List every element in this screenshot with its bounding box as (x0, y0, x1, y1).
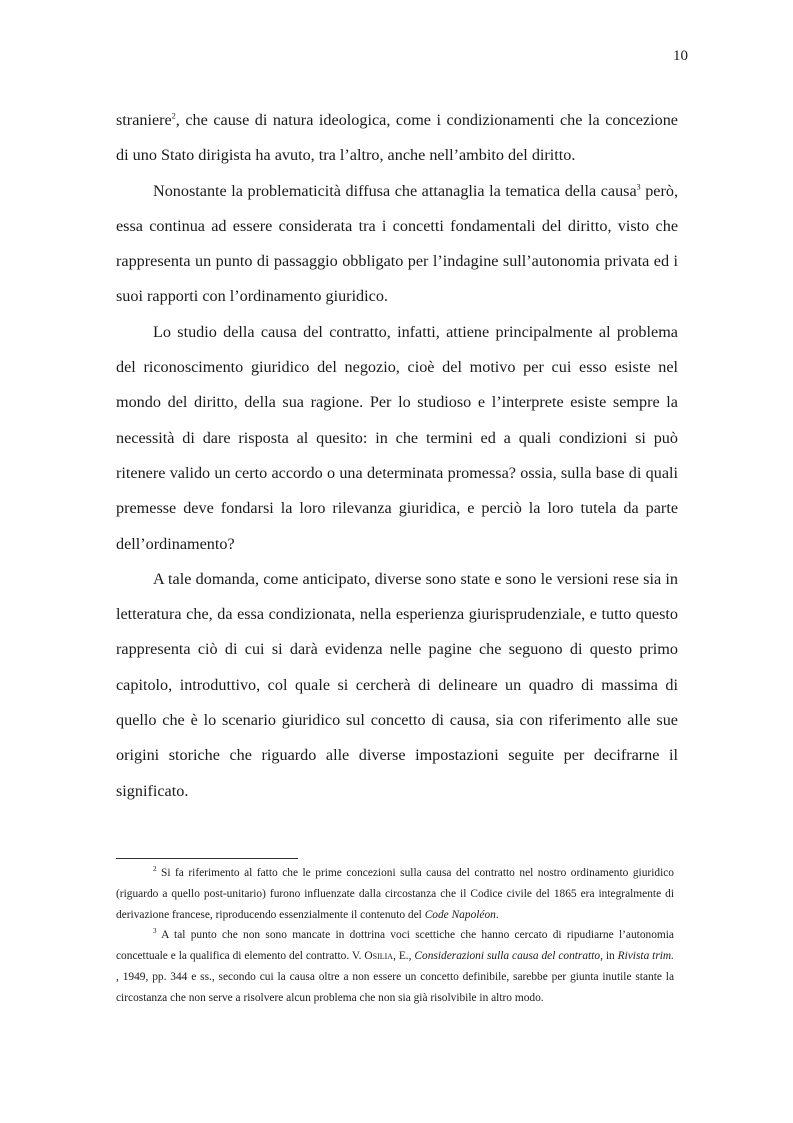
paragraph-2 (116, 174, 678, 315)
body-text (116, 103, 678, 809)
footnote-3-text-a: A tal punto che non sono mancate in dottrina voci scettiche che hanno cercato di ripudiarne l’autonomia concettuale e la qualifica di elemento del contratto. V. (116, 929, 674, 963)
footnote-ref-2: 2 (171, 111, 176, 121)
paragraph-1-text-b: , che cause di natura ideologica, come i condizionamenti che la concezione di uno Stato dirigista ha avuto, tra l’altro, anche nell’ambito del diritto. (116, 111, 678, 165)
footnote-3-number: 3 (153, 927, 157, 936)
footnote-2-text: Si fa riferimento al fatto che le prime concezioni sulla causa del contratto nel nostro ordinamento giuridico (riguardo a quello post-unitario) furono influenzate dalla circostanza che il Codice civile del 1865 era integralmente di derivazione francese, riproducendo essenzialmente il contenuto del (116, 867, 674, 921)
footnote-3-text-b: , E., (393, 950, 415, 963)
footnote-3 (116, 925, 674, 1008)
paragraph-1-text-a: straniere (116, 111, 172, 129)
footnote-3-author: Osilia (364, 950, 394, 963)
paragraph-4: A tale domanda, come anticipato, diverse sono state e sono le versioni rese sia in letteratura che, da essa condizionata, nella esperienza giurisprudenziale, e tutto questo rappresenta ciò di cui si darà evidenza nelle pagine che seguono di questo primo capitolo, introduttivo, col quale si cercherà di delineare un quadro di massima di quello che è lo scenario giuridico sul concetto di causa, sia con riferimento alle sue origini storiche che riguardo alle diverse impostazioni seguite per decifrarne il significato. (116, 569, 678, 800)
footnote-2 (116, 863, 674, 925)
footnote-ref-3: 3 (636, 182, 641, 192)
paragraph-2-text-a: Nonostante la problematicità diffusa che attanaglia la tematica della causa (153, 181, 637, 200)
footnote-3-text-c: , in (600, 950, 618, 963)
footnote-2-italic: Code Napoléon (424, 908, 496, 921)
page-number: 10 (673, 48, 688, 64)
footnote-3-journal: Rivista trim. (617, 950, 675, 963)
footnote-3-text-d: , 1949, pp. 344 e ss., secondo cui la causa oltre a non essere un concetto definibile, sarebbe per giunta inutile stante la circostanza che non serve a risolvere alcun problema che non sia già risolvibile in altro modo. (116, 970, 674, 1004)
footnote-3-title: Considerazioni sulla causa del contratto (414, 950, 601, 963)
paragraph-2-text-b: però, essa continua ad essere considerata tra i concetti fondamentali del diritto, visto che rappresenta un punto di passaggio obbligato per l’indagine sull’autonomia privata ed i suoi rapporti con l’ordinamento giuridico. (116, 181, 678, 306)
footnotes (116, 863, 674, 1009)
footnote-separator (116, 858, 298, 859)
paragraph-1 (116, 103, 678, 174)
paragraph-3: Lo studio della causa del contratto, infatti, attiene principalmente al problema del riconoscimento giuridico del negozio, cioè del motivo per cui esso esiste nel mondo del diritto, della sua ragione. Per lo studioso e l’interprete esiste sempre la necessità di dare risposta al quesito: in che termini ed a quali condizioni si può ritenere valido un certo accordo o una determinata promessa? ossia, sulla base di quali premesse deve fondarsi la loro rilevanza giuridica, e perciò la loro tutela da parte dell’ordinamento? (116, 322, 678, 553)
footnote-2-number: 2 (153, 865, 157, 874)
footnote-2-end: . (495, 908, 499, 921)
